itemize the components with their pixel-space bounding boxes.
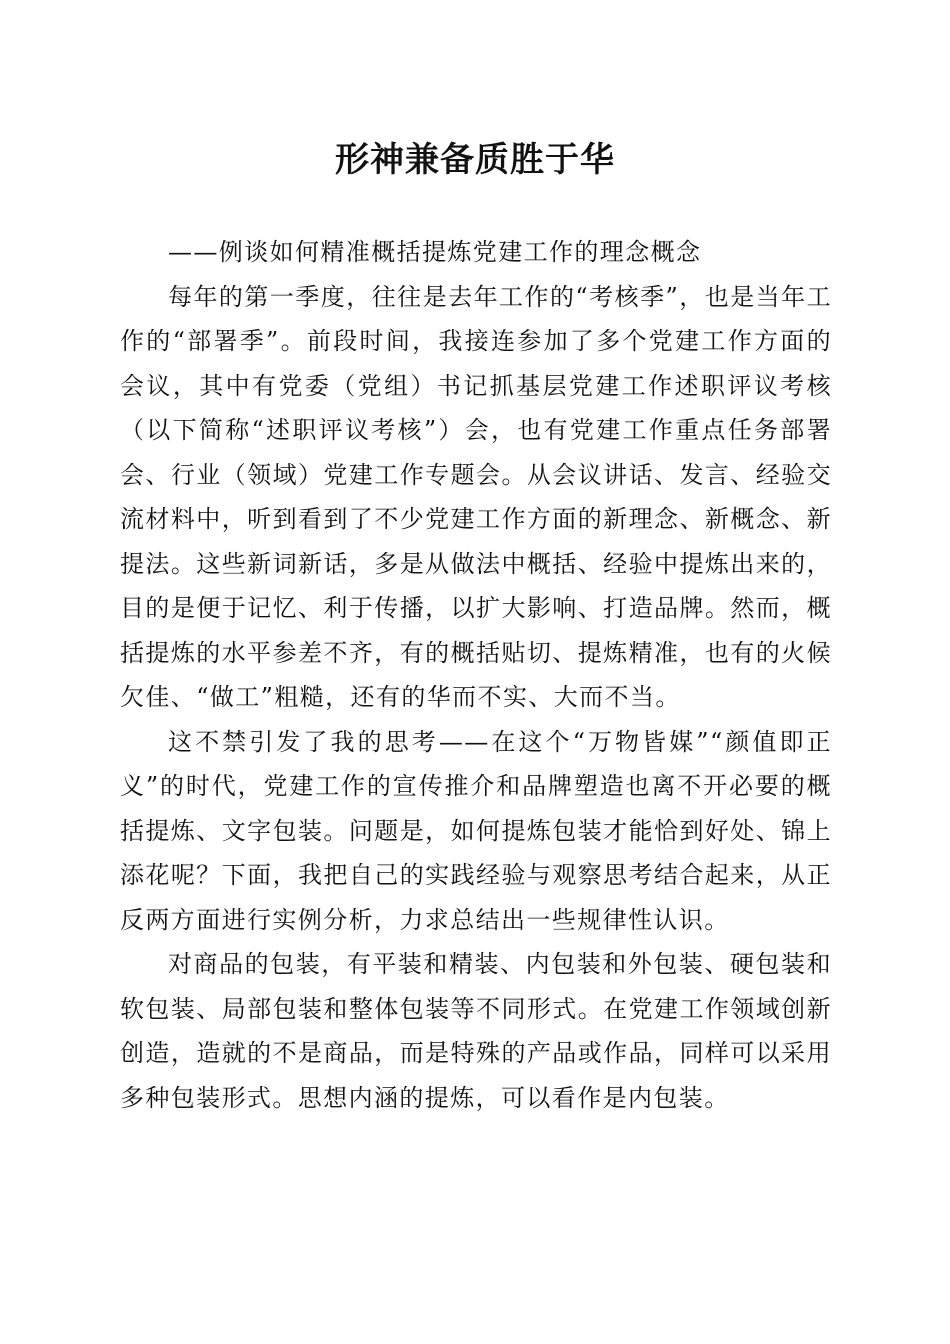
document-body bbox=[120, 230, 832, 1120]
paragraph-1: 每年的第一季度，往往是去年工作的“考核季”，也是当年工作的“部署季”。前段时间，我接连参加了多个党建工作方面的会议，其中有党委（党组）书记抓基层党建工作述职评议考核（以下简称“述职评议考核”）会，也有党建工作重点任务部署会、行业（领域）党建工作专题会。从会议讲话、发言、经验交流材料中，听到看到了不少党建工作方面的新理念、新概念、新提法。这些新词新话，多是从做法中概括、经验中提炼出来的，目的是便于记忆、利于传播，以扩大影响、打造品牌。然而，概括提炼的水平参差不齐，有的概括贴切、提炼精准，也有的火候欠佳、“做工”粗糙，还有的华而不实、大而不当。 bbox=[120, 282, 832, 711]
paragraph-3: 对商品的包装，有平装和精装、内包装和外包装、硬包装和软包装、局部包装和整体包装等不同形式。在党建工作领域创新创造，造就的不是商品，而是特殊的产品或作品，同样可以采用多种包装形式。思想内涵的提炼，可以看作是内包装。 bbox=[120, 950, 832, 1112]
paragraph-2: 这不禁引发了我的思考——在这个“万物皆媒”“颜值即正义”的时代，党建工作的宣传推介和品牌塑造也离不开必要的概括提炼、文字包装。问题是，如何提炼包装才能恰到好处、锦上添花呢？下面，我把自己的实践经验与观察思考结合起来，从正反两方面进行实例分析，力求总结出一些规律性认识。 bbox=[120, 727, 832, 934]
document-subtitle: ——例谈如何精准概括提炼党建工作的理念概念 bbox=[168, 238, 702, 266]
document-title: 形神兼备质胜于华 bbox=[335, 140, 615, 180]
